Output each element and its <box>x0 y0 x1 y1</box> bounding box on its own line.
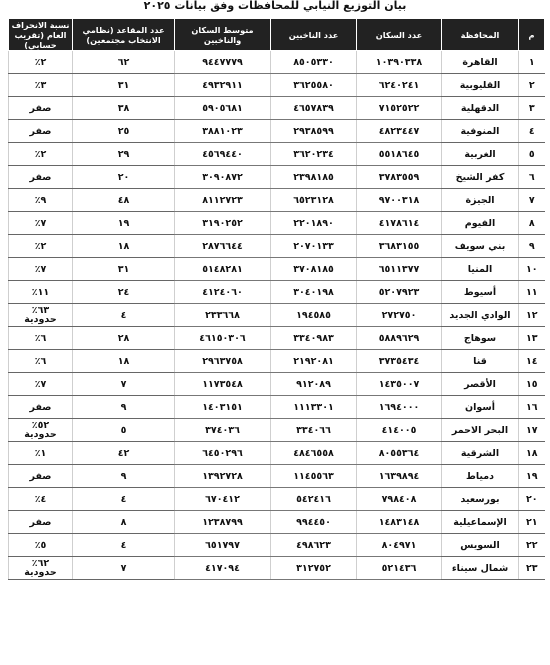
deviation-value: صفر <box>29 125 52 137</box>
population-cell: ١٠٣٩٠٣٣٨ <box>357 51 442 74</box>
row-number: ٨ <box>519 212 545 235</box>
governorate-cell: الشرقية <box>442 442 519 465</box>
table-row <box>9 97 545 120</box>
average-cell: ٣٧٤٠٣٦ <box>175 419 271 442</box>
seats-cell: ٦٢ <box>73 51 175 74</box>
row-number: ١٣ <box>519 327 545 350</box>
population-cell: ٧١٥٢٥٢٢ <box>357 97 442 120</box>
average-cell: ٢٩٦٣٧٥٨ <box>175 350 271 373</box>
voters-cell: ٤٨٤٦٥٥٨ <box>271 442 357 465</box>
districts-table <box>8 18 545 580</box>
table-row <box>9 304 545 327</box>
population-cell: ١٦٩٤٠٠٠ <box>357 396 442 419</box>
deviation-value: ٢٪ <box>34 56 47 68</box>
average-cell: ٨١١٢٧٢٣ <box>175 189 271 212</box>
deviation-value: ٣٪ <box>34 79 47 91</box>
governorate-cell: دمياط <box>442 465 519 488</box>
seats-cell: ٢٩ <box>73 143 175 166</box>
deviation-cell <box>9 304 73 327</box>
deviation-cell <box>9 97 73 120</box>
deviation-cell <box>9 511 73 534</box>
governorate-cell: الغربية <box>442 143 519 166</box>
deviation-cell <box>9 396 73 419</box>
governorate-cell: السويس <box>442 534 519 557</box>
row-number: ٢٠ <box>519 488 545 511</box>
row-number: ١٦ <box>519 396 545 419</box>
table-row <box>9 511 545 534</box>
deviation-value: ٥٢٪ <box>31 420 50 431</box>
seats-cell: ٣١ <box>73 258 175 281</box>
population-cell: ٤٨٢٣٤٤٧ <box>357 120 442 143</box>
deviation-value: ٦٪ <box>34 332 47 344</box>
voters-cell: ٢٩٣٨٥٩٩ <box>271 120 357 143</box>
population-cell: ٨٠٤٩٧١ <box>357 534 442 557</box>
population-cell: ٧٩٨٤٠٨ <box>357 488 442 511</box>
governorate-cell: الوادي الجديد <box>442 304 519 327</box>
voters-cell: ٣٦٢٠٢٣٤ <box>271 143 357 166</box>
voters-cell: ٣٣٤٠٦٦ <box>271 419 357 442</box>
voters-cell: ١١٤٥٥٦٣ <box>271 465 357 488</box>
governorate-cell: الإسماعيلية <box>442 511 519 534</box>
header-average: متوسط السكان والناخبين <box>175 19 271 51</box>
deviation-note: حدودية <box>24 429 57 440</box>
population-cell: ٦٥١١٣٧٧ <box>357 258 442 281</box>
row-number: ١٢ <box>519 304 545 327</box>
seats-cell: ٢٠ <box>73 166 175 189</box>
deviation-value: ٢٪ <box>34 148 47 160</box>
average-cell: ٣٠٩٠٨٧٢ <box>175 166 271 189</box>
table-row <box>9 281 545 304</box>
population-cell: ٩٧٠٠٣١٨ <box>357 189 442 212</box>
governorate-cell: الفيوم <box>442 212 519 235</box>
row-number: ١ <box>519 51 545 74</box>
header-voters: عدد الناخبين <box>271 19 357 51</box>
table-row <box>9 327 545 350</box>
deviation-cell <box>9 258 73 281</box>
header-seats: عدد المقاعد (نظامي الانتخاب مجتمعين) <box>73 19 175 51</box>
governorate-cell: قنا <box>442 350 519 373</box>
governorate-cell: سوهاج <box>442 327 519 350</box>
table-row <box>9 557 545 580</box>
deviation-cell <box>9 189 73 212</box>
voters-cell: ٦٥٢٣١٢٨ <box>271 189 357 212</box>
population-cell: ٣٧٣٥٤٣٤ <box>357 350 442 373</box>
row-number: ٧ <box>519 189 545 212</box>
deviation-value: ٥٪ <box>34 539 47 551</box>
header-num: م <box>519 19 545 51</box>
table-row <box>9 442 545 465</box>
deviation-cell <box>9 534 73 557</box>
voters-cell: ٢٠٧٠١٣٣ <box>271 235 357 258</box>
governorate-cell: الأقصر <box>442 373 519 396</box>
governorate-cell: المنوفية <box>442 120 519 143</box>
population-cell: ٤١٤٠٠٥ <box>357 419 442 442</box>
deviation-value: ١٪ <box>34 447 47 459</box>
deviation-cell <box>9 120 73 143</box>
voters-cell: ٤٦٥٧٨٣٩ <box>271 97 357 120</box>
seats-cell: ٧ <box>73 373 175 396</box>
deviation-value: ٢٪ <box>34 240 47 252</box>
deviation-value: ٦٢٪ <box>31 558 50 569</box>
seats-cell: ٩ <box>73 465 175 488</box>
deviation-cell <box>9 327 73 350</box>
voters-cell: ٨٥٠٥٣٣٠ <box>271 51 357 74</box>
average-cell: ١٣٩٢٧٢٨ <box>175 465 271 488</box>
population-cell: ٣٦٨٣١٥٥ <box>357 235 442 258</box>
population-cell: ٥٨٨٩٦٢٩ <box>357 327 442 350</box>
deviation-value: ٦٣٪ <box>31 305 50 316</box>
seats-cell: ٢٥ <box>73 120 175 143</box>
row-number: ٣ <box>519 97 545 120</box>
governorate-cell: أسوان <box>442 396 519 419</box>
seats-cell: ٧ <box>73 557 175 580</box>
voters-cell: ٢٢٠١٨٩٠ <box>271 212 357 235</box>
average-cell: ٥١٤٨٢٨١ <box>175 258 271 281</box>
voters-cell: ٩١٢٠٨٩ <box>271 373 357 396</box>
row-number: ١٩ <box>519 465 545 488</box>
row-number: ٦ <box>519 166 545 189</box>
voters-cell: ١٩٤٥٨٥ <box>271 304 357 327</box>
table-row <box>9 465 545 488</box>
deviation-value: ٩٪ <box>34 194 47 206</box>
table-row <box>9 350 545 373</box>
seats-cell: ١٨ <box>73 350 175 373</box>
table-row <box>9 74 545 97</box>
governorate-cell: المنيا <box>442 258 519 281</box>
deviation-cell <box>9 143 73 166</box>
governorate-cell: القليوبية <box>442 74 519 97</box>
average-cell: ٢٨٧٦٦٤٤ <box>175 235 271 258</box>
governorate-cell: شمال سيناء <box>442 557 519 580</box>
governorate-cell: الجيزة <box>442 189 519 212</box>
deviation-value: ٧٪ <box>34 263 47 275</box>
population-cell: ٢٧٢٧٥٠ <box>357 304 442 327</box>
row-number: ٤ <box>519 120 545 143</box>
deviation-cell <box>9 373 73 396</box>
deviation-cell <box>9 51 73 74</box>
deviation-cell <box>9 166 73 189</box>
population-cell: ١٤٨٣١٤٨ <box>357 511 442 534</box>
table-row <box>9 212 545 235</box>
row-number: ١٠ <box>519 258 545 281</box>
voters-cell: ٩٩٤٤٥٠ <box>271 511 357 534</box>
deviation-cell <box>9 212 73 235</box>
population-cell: ٣٧٨٣٥٥٩ <box>357 166 442 189</box>
row-number: ١٤ <box>519 350 545 373</box>
deviation-cell <box>9 419 73 442</box>
governorate-cell: بني سويف <box>442 235 519 258</box>
seats-cell: ١٨ <box>73 235 175 258</box>
header-deviation: نسبة الانحراف العام (تقريب حسابي) <box>9 19 73 51</box>
seats-cell: ٣١ <box>73 74 175 97</box>
population-cell: ٥٢١٤٣٦ <box>357 557 442 580</box>
deviation-value: صفر <box>29 401 52 413</box>
seats-cell: ٤٢ <box>73 442 175 465</box>
population-cell: ٥٥١٨٦٤٥ <box>357 143 442 166</box>
deviation-value: صفر <box>29 102 52 114</box>
deviation-value: ١١٪ <box>31 286 50 298</box>
deviation-note: حدودية <box>24 567 57 578</box>
seats-cell: ٥ <box>73 419 175 442</box>
table-row <box>9 235 545 258</box>
seats-cell: ٤ <box>73 534 175 557</box>
governorate-cell: القاهرة <box>442 51 519 74</box>
table-header-row <box>9 19 545 51</box>
deviation-value: صفر <box>29 470 52 482</box>
voters-cell: ١١١٣٣٠١ <box>271 396 357 419</box>
deviation-value: ٤٪ <box>34 493 47 505</box>
table-row <box>9 166 545 189</box>
average-cell: ١١٧٣٥٤٨ <box>175 373 271 396</box>
voters-cell: ٣١٢٧٥٢ <box>271 557 357 580</box>
governorate-cell: البحر الاحمر <box>442 419 519 442</box>
voters-cell: ٢٣٩٨١٨٥ <box>271 166 357 189</box>
table-row <box>9 143 545 166</box>
document-title: بيان التوزيع النيابي للمحافظات وفق بيانات ٢٠٢٥ <box>143 0 407 12</box>
seats-cell: ١٩ <box>73 212 175 235</box>
voters-cell: ٥٤٢٤١٦ <box>271 488 357 511</box>
deviation-cell <box>9 74 73 97</box>
seats-cell: ٣٨ <box>73 97 175 120</box>
average-cell: ٦٥١٧٩٧ <box>175 534 271 557</box>
average-cell: ٣٨٨١٠٢٣ <box>175 120 271 143</box>
row-number: ١٧ <box>519 419 545 442</box>
average-cell: ٦٧٠٤١٢ <box>175 488 271 511</box>
deviation-note: حدودية <box>24 314 57 325</box>
table-row <box>9 396 545 419</box>
seats-cell: ٨ <box>73 511 175 534</box>
average-cell: ٤٩٣٢٩١١ <box>175 74 271 97</box>
average-cell: ٣١٩٠٢٥٢ <box>175 212 271 235</box>
table-row <box>9 419 545 442</box>
voters-cell: ٣٣٤٠٩٨٣ <box>271 327 357 350</box>
voters-cell: ٢١٩٢٠٨١ <box>271 350 357 373</box>
population-cell: ٤١٧٨٦١٤ <box>357 212 442 235</box>
seats-cell: ٤ <box>73 488 175 511</box>
average-cell: ٤١٧٠٩٤ <box>175 557 271 580</box>
row-number: ١١ <box>519 281 545 304</box>
population-cell: ١٦٣٩٨٩٤ <box>357 465 442 488</box>
row-number: ٢٢ <box>519 534 545 557</box>
average-cell: ٦٤٥٠٢٩٦ <box>175 442 271 465</box>
average-cell: ١٢٣٨٧٩٩ <box>175 511 271 534</box>
voters-cell: ٣٠٤٠١٩٨ <box>271 281 357 304</box>
average-cell: ٤٥٦٩٤٤٠ <box>175 143 271 166</box>
voters-cell: ٣٦٢٥٥٨٠ <box>271 74 357 97</box>
average-cell: ١٤٠٣١٥١ <box>175 396 271 419</box>
population-cell: ٦٢٤٠٢٤١ <box>357 74 442 97</box>
deviation-cell <box>9 488 73 511</box>
row-number: ٥ <box>519 143 545 166</box>
header-population: عدد السكان <box>357 19 442 51</box>
header-governorate: المحافظة <box>442 19 519 51</box>
table-row <box>9 189 545 212</box>
seats-cell: ٤٨ <box>73 189 175 212</box>
row-number: ٢ <box>519 74 545 97</box>
population-cell: ١٤٣٥٠٠٧ <box>357 373 442 396</box>
table-row <box>9 120 545 143</box>
seats-cell: ٩ <box>73 396 175 419</box>
population-cell: ٥٢٠٧٩٢٣ <box>357 281 442 304</box>
row-number: ١٥ <box>519 373 545 396</box>
deviation-cell <box>9 281 73 304</box>
row-number: ٢٣ <box>519 557 545 580</box>
governorate-cell: أسيوط <box>442 281 519 304</box>
table-row <box>9 373 545 396</box>
voters-cell: ٤٩٨٦٢٣ <box>271 534 357 557</box>
deviation-value: ٧٪ <box>34 217 47 229</box>
table-row <box>9 488 545 511</box>
average-cell: ٩٤٤٧٧٧٩ <box>175 51 271 74</box>
deviation-cell <box>9 465 73 488</box>
deviation-cell <box>9 350 73 373</box>
row-number: ٩ <box>519 235 545 258</box>
population-cell: ٨٠٥٥٣٦٤ <box>357 442 442 465</box>
seats-cell: ٢٤ <box>73 281 175 304</box>
deviation-cell <box>9 235 73 258</box>
seats-cell: ٤ <box>73 304 175 327</box>
average-cell: ٤١٢٤٠٦٠ <box>175 281 271 304</box>
table-row <box>9 534 545 557</box>
deviation-value: صفر <box>29 171 52 183</box>
average-cell: ٢٣٣٦٦٨ <box>175 304 271 327</box>
deviation-value: ٦٪ <box>34 355 47 367</box>
average-cell: ٥٩٠٥٦٨١ <box>175 97 271 120</box>
deviation-value: صفر <box>29 516 52 528</box>
deviation-value: ٧٪ <box>34 378 47 390</box>
governorate-cell: كفر الشيخ <box>442 166 519 189</box>
seats-cell: ٢٨ <box>73 327 175 350</box>
deviation-cell <box>9 442 73 465</box>
table-row <box>9 258 545 281</box>
voters-cell: ٣٧٠٨١٨٥ <box>271 258 357 281</box>
governorate-cell: الدقهلية <box>442 97 519 120</box>
row-number: ١٨ <box>519 442 545 465</box>
row-number: ٢١ <box>519 511 545 534</box>
deviation-cell <box>9 557 73 580</box>
average-cell: ٤٦١٥٠٣٠٦ <box>175 327 271 350</box>
table-row <box>9 51 545 74</box>
governorate-cell: بورسعيد <box>442 488 519 511</box>
